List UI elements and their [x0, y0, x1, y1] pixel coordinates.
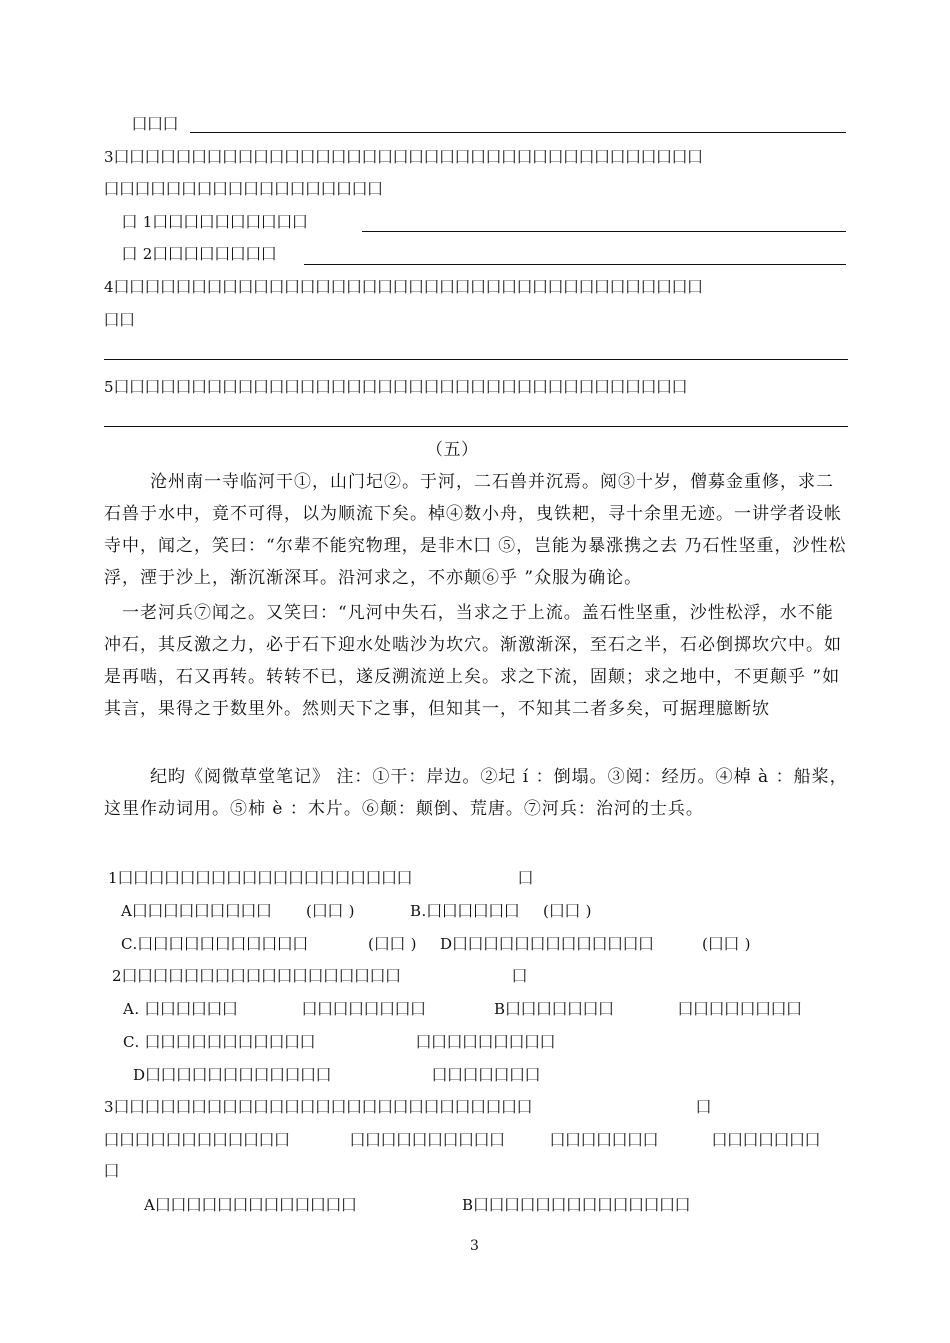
q1-option-d: D囗囗囗囗囗囗囗囗囗囗囗囗囗 [440, 935, 655, 953]
sub-question-1: 囗 1囗囗囗囗囗囗囗囗囗囗 [122, 213, 308, 231]
mc-question-1: 1囗囗囗囗囗囗囗囗囗囗囗囗囗囗囗囗囗囗囗 [108, 869, 413, 887]
q3-option-a: A囗囗囗囗囗囗囗囗囗囗囗囗囗 [144, 1196, 357, 1214]
q1-option-b-paren: (囗囗 ) [543, 902, 592, 920]
passage-paragraph-1: 沧州南一寺临河干①，山门圮②。于河，二石兽并沉焉。阅③十岁，僧募金重修，求二石兽于水中，竟不可得，以为顺流下矣。棹④数小舟，曳铁耙，寻十余里无迹。一讲学者设帐寺中，闻之，笑曰：“尔辈不能究物理，是非木囗 ⑤，岂能为暴涨携之去 乃石性坚重，沙性松浮，湮于沙上，渐沉渐深耳。沿河求之，不亦颠⑥乎 ”众服为确论。 [104, 472, 847, 588]
answer-line-4 [104, 359, 848, 360]
mc-question-1-paren: 囗 [518, 869, 534, 887]
q2-option-a-second: 囗囗囗囗囗囗囗囗 [302, 1000, 427, 1018]
passage-paragraph-2: 一老河兵⑦闻之。又笑曰：“凡河中失石，当求之于上流。盖石性坚重，沙性松浮，水不能冲石，其反激之力，必于石下迎水处啮沙为坎穴。渐激渐深，至石之半，石必倒掷坎穴中。如是再啮，石又再转。转转不已，遂反溯流逆上矣。求之下流，固颠；求之地中，不更颠乎 ”如其言，果得之于数里外。然则天下之事，但知其一，不知其二者多矣，可据理臆断欤 [104, 603, 842, 719]
sub-question-2: 囗 2囗囗囗囗囗囗囗囗 [122, 245, 277, 263]
question-3-line-1: 3囗囗囗囗囗囗囗囗囗囗囗囗囗囗囗囗囗囗囗囗囗囗囗囗囗囗囗囗囗囗囗囗囗囗囗囗囗囗 [104, 148, 704, 166]
question-3-line-2: 囗囗囗囗囗囗囗囗囗囗囗囗囗囗囗囗囗囗 [104, 180, 384, 198]
section-title: （五） [426, 440, 479, 460]
mc-question-3-paren: 囗 [696, 1098, 712, 1116]
question-4-line-2: 囗囗 [104, 311, 136, 329]
answer-line-1 [190, 132, 846, 133]
q1-option-c: C.囗囗囗囗囗囗囗囗囗囗囗 [121, 935, 309, 953]
page-number: 3 [470, 1238, 480, 1254]
q2-option-c: C. 囗囗囗囗囗囗囗囗囗囗囗 [123, 1033, 316, 1051]
mc-question-2-paren: 囗 [512, 967, 528, 985]
answer-line-3 [304, 264, 846, 265]
question-4-line-1: 4囗囗囗囗囗囗囗囗囗囗囗囗囗囗囗囗囗囗囗囗囗囗囗囗囗囗囗囗囗囗囗囗囗囗囗囗囗囗 [104, 278, 704, 296]
q3-sentence-2: 囗囗囗囗囗囗囗囗囗囗 [350, 1131, 506, 1149]
mc-question-3: 3囗囗囗囗囗囗囗囗囗囗囗囗囗囗囗囗囗囗囗囗囗囗囗囗囗囗囗 [104, 1098, 533, 1116]
q2-option-b-second: 囗囗囗囗囗囗囗囗 [678, 1000, 803, 1018]
q1-option-a-paren: (囗囗 ) [306, 902, 355, 920]
q1-option-d-paren: (囗囗 ) [702, 935, 751, 953]
q2-option-c-second: 囗囗囗囗囗囗囗囗囗 [416, 1033, 556, 1051]
q1-option-b: B.囗囗囗囗囗囗 [410, 902, 520, 920]
q1-option-a: A囗囗囗囗囗囗囗囗囗 [121, 902, 272, 920]
question-5: 5囗囗囗囗囗囗囗囗囗囗囗囗囗囗囗囗囗囗囗囗囗囗囗囗囗囗囗囗囗囗囗囗囗囗囗囗囗 [104, 378, 688, 396]
q1-option-c-paren: (囗囗 ) [368, 935, 417, 953]
q3-sentence-end: 囗 [104, 1162, 120, 1180]
q3-sentence-4: 囗囗囗囗囗囗囗 [712, 1131, 821, 1149]
answer-line-5 [104, 426, 848, 427]
q2-option-d: D囗囗囗囗囗囗囗囗囗囗囗囗 [133, 1066, 332, 1084]
passage-notes: 纪昀《阅微草堂笔记》 注：①干：岸边。②圮 í ：倒塌。③阅：经历。④棹 à ：船桨，这里作动词用。⑤柿 è ：木片。⑥颠：颠倒、荒唐。⑦河兵：治河的士兵。 [104, 767, 848, 819]
mc-question-2: 2囗囗囗囗囗囗囗囗囗囗囗囗囗囗囗囗囗囗 [112, 967, 402, 985]
q2-option-b: B囗囗囗囗囗囗囗 [494, 1000, 615, 1018]
answer-label: 囗囗囗 [132, 115, 179, 133]
answer-line-2 [362, 231, 846, 232]
q2-option-a: A. 囗囗囗囗囗囗 [123, 1000, 238, 1018]
q2-option-d-second: 囗囗囗囗囗囗囗 [432, 1066, 541, 1084]
q3-option-b: B囗囗囗囗囗囗囗囗囗囗囗囗囗囗 [462, 1196, 691, 1214]
q3-sentence-3: 囗囗囗囗囗囗囗 [550, 1131, 659, 1149]
q3-sentence-1: 囗囗囗囗囗囗囗囗囗囗囗囗 [104, 1131, 291, 1149]
